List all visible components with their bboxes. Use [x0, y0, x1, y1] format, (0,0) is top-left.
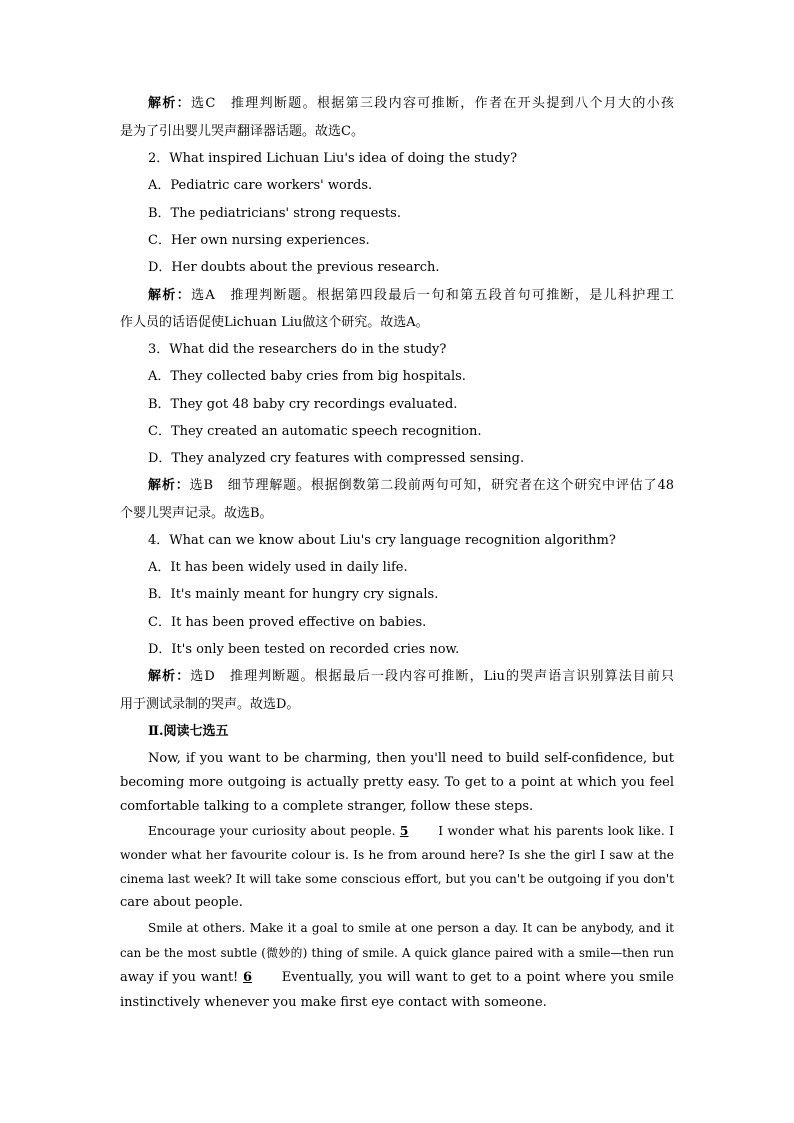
analysis-tag: 解析： — [148, 96, 192, 111]
q4-analysis-line-1: 解析：选D 推理判断题。根据最后一段内容可推断，Liu的哭声语言识别算法目前只 — [148, 669, 674, 684]
q1-analysis-line-2: 是为了引出婴儿哭声翻译器话题。故选C。 — [120, 124, 364, 139]
section-heading: Ⅱ.阅读七选五 — [148, 724, 229, 739]
q2-option-c: C．Her own nursing experiences. — [148, 233, 370, 248]
blank-5: 5 — [399, 823, 409, 838]
q2-option-a: A．Pediatric care workers' words. — [148, 178, 373, 193]
q4-option-d: D．It's only been tested on recorded cries now. — [148, 642, 460, 657]
q3-option-d: D．They analyzed cry features with compressed sensing. — [148, 451, 525, 466]
passage-p2-line-3: cinema last week? It will take some conscious effort, but you can't be outgoing if you don't — [120, 872, 674, 886]
passage-p2-line-2: wonder what her favourite colour is. Is he from around here? Is she the girl I saw at the — [120, 848, 674, 862]
passage-p2-line-1: Encourage your curiosity about people. 5 I wonder what his parents look like. I — [148, 823, 674, 838]
passage-p2-line-4: care about people. — [120, 895, 243, 910]
q3-option-a: A．They collected baby cries from big hospitals. — [148, 369, 466, 384]
passage-p3-line-1: Smile at others. Make it a goal to smile at one person a day. It can be anybody, and it — [148, 921, 674, 935]
passage-p3-line-2: can be the most subtle (微妙的) thing of smile. A quick glance paired with a smile—then run — [120, 946, 674, 960]
analysis-tag: 解析： — [148, 288, 192, 303]
q4-question: 4．What can we know about Liu's cry language recognition algorithm? — [148, 533, 616, 548]
q4-option-c: C．It has been proved effective on babies. — [148, 615, 427, 630]
passage-p1-line-3: comfortable talking to a complete stranger, follow these steps. — [120, 799, 534, 814]
q4-option-b: B．It's mainly meant for hungry cry signals. — [148, 587, 439, 602]
q4-option-a: A．It has been widely used in daily life. — [148, 560, 408, 575]
q4-analysis-line-2: 用于测试录制的哭声。故选D。 — [120, 697, 300, 712]
q3-question: 3．What did the researchers do in the study? — [148, 342, 447, 357]
analysis-tag: 解析： — [148, 478, 190, 493]
q1-analysis-line-1: 解析：选C 推理判断题。根据第三段内容可推断，作者在开头提到八个月大的小孩 — [148, 96, 674, 111]
passage-p3-line-4: instinctively whenever you make first eye contact with someone. — [120, 995, 547, 1010]
passage-p1-line-2: becoming more outgoing is actually pretty easy. To get to a point at which you feel — [120, 775, 674, 790]
q3-analysis-line-2: 个婴儿哭声记录。故选B。 — [120, 506, 273, 521]
q2-option-d: D．Her doubts about the previous research. — [148, 260, 440, 275]
passage-p3-line-3: away if you want! 6 Eventually, you will want to get to a point where you smile — [120, 970, 674, 985]
q3-analysis-line-1: 解析：选B 细节理解题。根据倒数第二段前两句可知，研究者在这个研究中评估了48 — [148, 478, 674, 493]
q2-option-b: B．The pediatricians' strong requests. — [148, 206, 401, 221]
q2-analysis-line-1: 解析：选A 推理判断题。根据第四段最后一句和第五段首句可推断，是儿科护理工 — [148, 288, 674, 303]
analysis-tag: 解析： — [148, 669, 191, 684]
q3-option-c: C．They created an automatic speech recognition. — [148, 424, 482, 439]
q3-option-b: B．They got 48 baby cry recordings evaluated. — [148, 397, 458, 412]
q2-analysis-line-2: 作人员的话语促使Lichuan Liu做这个研究。故选A。 — [120, 315, 429, 330]
blank-6: 6 — [243, 970, 253, 985]
q2-question: 2．What inspired Lichuan Liu's idea of doing the study? — [148, 151, 518, 166]
passage-p1-line-1: Now, if you want to be charming, then you'll need to build self-confidence, but — [148, 751, 674, 766]
